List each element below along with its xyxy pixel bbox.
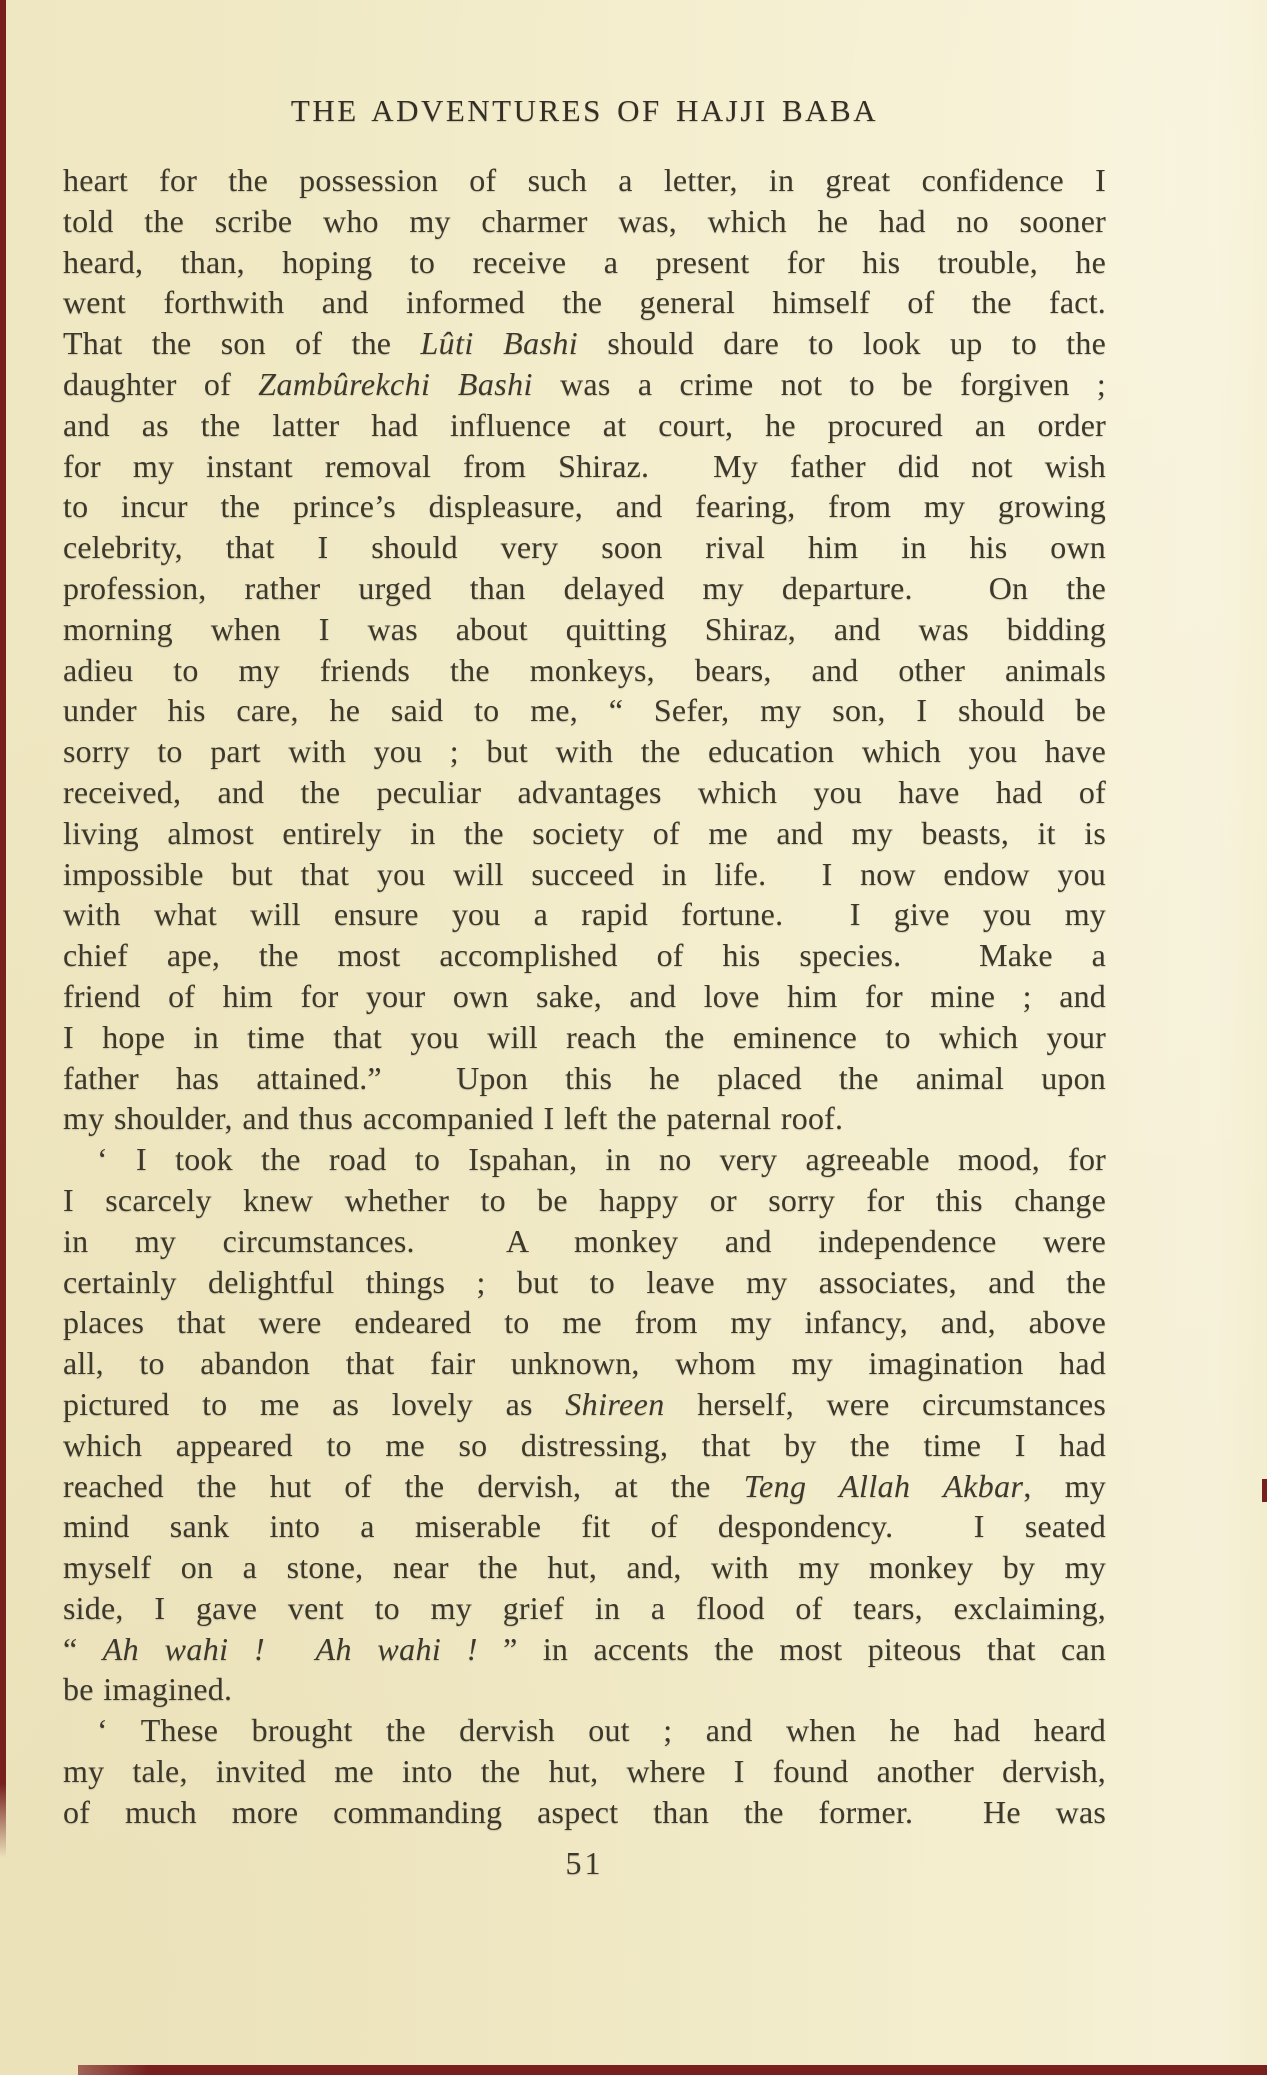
text-segment: ” in accents the most piteous that can: [477, 1630, 1106, 1667]
text-segment: morning when I was about quitting Shiraz, and was bidding: [63, 610, 1106, 647]
text-segment: all, to abandon that fair unknown, whom my imagination had: [63, 1345, 1106, 1382]
text-line: [63, 1466, 1106, 1507]
text-line: [63, 1302, 1106, 1343]
text-segment: myself on a stone, near the hut, and, with my monkey by my: [63, 1549, 1106, 1586]
text-line: [63, 1547, 1106, 1588]
text-segment: with what will ensure you a rapid fortune. I give you my: [63, 896, 1106, 933]
text-line: [63, 1017, 1106, 1058]
text-segment: adieu to my friends the monkeys, bears, and other animals: [63, 651, 1106, 688]
text-segment: under his care, he said to me, “ Sefer, my son, I should be: [63, 692, 1106, 729]
text-line: [63, 1669, 1106, 1710]
text-segment: I hope in time that you will reach the eminence to which your: [63, 1018, 1106, 1055]
text-segment: which appeared to me so distressing, that by the time I had: [63, 1426, 1106, 1463]
text-line: [63, 1425, 1106, 1466]
body-text: [63, 160, 1106, 1833]
text-line: [63, 527, 1106, 568]
text-line: [63, 772, 1106, 813]
text-line: [63, 446, 1106, 487]
text-segment: and as the latter had influence at court, he procured an order: [63, 406, 1106, 443]
text-segment: should dare to look up to the: [578, 325, 1106, 362]
text-segment: reached the hut of the dervish, at the: [63, 1467, 744, 1504]
text-line: [63, 935, 1106, 976]
text-segment: places that were endeared to me from my infancy, and, above: [63, 1304, 1106, 1341]
text-line: [63, 1343, 1106, 1384]
text-segment: ‘ These brought the dervish out ; and when he had heard: [97, 1712, 1106, 1749]
italic-phrase: Zambûrekchi Bashi: [258, 365, 533, 402]
page-number: 51: [565, 1845, 604, 1881]
scan-edge-right-notch: [1262, 1479, 1267, 1502]
text-line: [63, 1221, 1106, 1262]
text-line: [63, 568, 1106, 609]
text-line: [63, 1384, 1106, 1425]
text-line: [63, 160, 1106, 201]
text-line: [63, 854, 1106, 895]
text-line: [63, 242, 1106, 283]
text-segment: pictured to me as lovely as: [63, 1385, 566, 1422]
text-segment: I scarcely knew whether to be happy or sorry for this change: [63, 1181, 1106, 1218]
text-line: [63, 1098, 1106, 1139]
text-line: [63, 405, 1106, 446]
text-line: [63, 1792, 1106, 1833]
text-segment: for my instant removal from Shiraz. My father did not wish: [63, 447, 1106, 484]
text-segment: be imagined.: [63, 1671, 233, 1708]
text-segment: certainly delightful things ; but to leave my associates, and the: [63, 1263, 1106, 1300]
text-segment: ‘ I took the road to Ispahan, in no very agreeable mood, for: [97, 1141, 1106, 1178]
text-line: [63, 323, 1106, 364]
text-segment: daughter of: [63, 365, 259, 402]
text-segment: told the scribe who my charmer was, which he had no sooner: [63, 202, 1106, 239]
text-segment: chief ape, the most accomplished of his species. Make a: [63, 937, 1106, 974]
text-line: [63, 894, 1106, 935]
text-line: [63, 650, 1106, 691]
text-segment: my shoulder, and thus accompanied I left the paternal roof.: [63, 1100, 844, 1137]
text-line: [63, 1710, 1106, 1751]
text-segment: “: [63, 1630, 103, 1667]
text-segment: , my: [1023, 1467, 1106, 1504]
text-line: [63, 1588, 1106, 1629]
italic-phrase: Lûti Bashi: [420, 325, 579, 362]
text-line: [63, 976, 1106, 1017]
text-line: [63, 364, 1106, 405]
text-line: [63, 201, 1106, 242]
text-segment: of much more commanding aspect than the former. He was: [63, 1793, 1106, 1830]
text-line: [63, 1629, 1106, 1670]
text-line: [63, 609, 1106, 650]
text-line: [63, 282, 1106, 323]
text-line: [63, 1180, 1106, 1221]
italic-phrase: Teng Allah Akbar: [743, 1467, 1024, 1504]
running-head-title: THE ADVENTURES OF HAJJI BABA: [290, 93, 879, 128]
text-segment: herself, were circumstances: [664, 1385, 1106, 1422]
text-segment: went forthwith and informed the general himself of the fact.: [63, 284, 1106, 321]
text-line: [63, 1262, 1106, 1303]
text-segment: in my circumstances. A monkey and independence were: [63, 1222, 1106, 1259]
text-segment: living almost entirely in the society of me and my beasts, it is: [63, 814, 1106, 851]
text-segment: impossible but that you will succeed in life. I now endow you: [63, 855, 1106, 892]
text-segment: was a crime not to be forgiven ;: [532, 365, 1106, 402]
text-segment: to incur the prince’s displeasure, and fearing, from my growing: [63, 488, 1106, 525]
text-segment: father has attained.” Upon this he placed the animal upon: [63, 1059, 1106, 1096]
text-segment: mind sank into a miserable fit of despondency. I seated: [63, 1508, 1106, 1545]
text-line: [63, 813, 1106, 854]
text-segment: my tale, invited me into the hut, where I found another dervish,: [63, 1753, 1106, 1790]
text-segment: side, I gave vent to my grief in a flood of tears, exclaiming,: [63, 1589, 1106, 1626]
scan-edge-left: [0, 0, 6, 1858]
text-segment: celebrity, that I should very soon rival him in his own: [63, 529, 1106, 566]
text-line: [63, 486, 1106, 527]
text-line: [63, 1751, 1106, 1792]
text-segment: received, and the peculiar advantages which you have had of: [63, 773, 1106, 810]
text-segment: heart for the possession of such a letter, in great confidence I: [63, 162, 1106, 198]
text-segment: friend of him for your own sake, and love him for mine ; and: [63, 977, 1106, 1014]
text-line: [63, 1506, 1106, 1547]
text-segment: sorry to part with you ; but with the education which you have: [63, 733, 1106, 770]
text-segment: profession, rather urged than delayed my departure. On the: [63, 569, 1106, 606]
scan-edge-bottom: [78, 2065, 1267, 2075]
italic-phrase: Shireen: [565, 1385, 665, 1422]
text-segment: That the son of the: [63, 325, 421, 362]
text-segment: heard, than, hoping to receive a present for his trouble, he: [63, 243, 1106, 280]
text-line: [63, 690, 1106, 731]
italic-phrase: Ah wahi ! Ah wahi !: [102, 1630, 478, 1667]
text-line: [63, 731, 1106, 772]
text-line: [63, 1139, 1106, 1180]
text-line: [63, 1058, 1106, 1099]
